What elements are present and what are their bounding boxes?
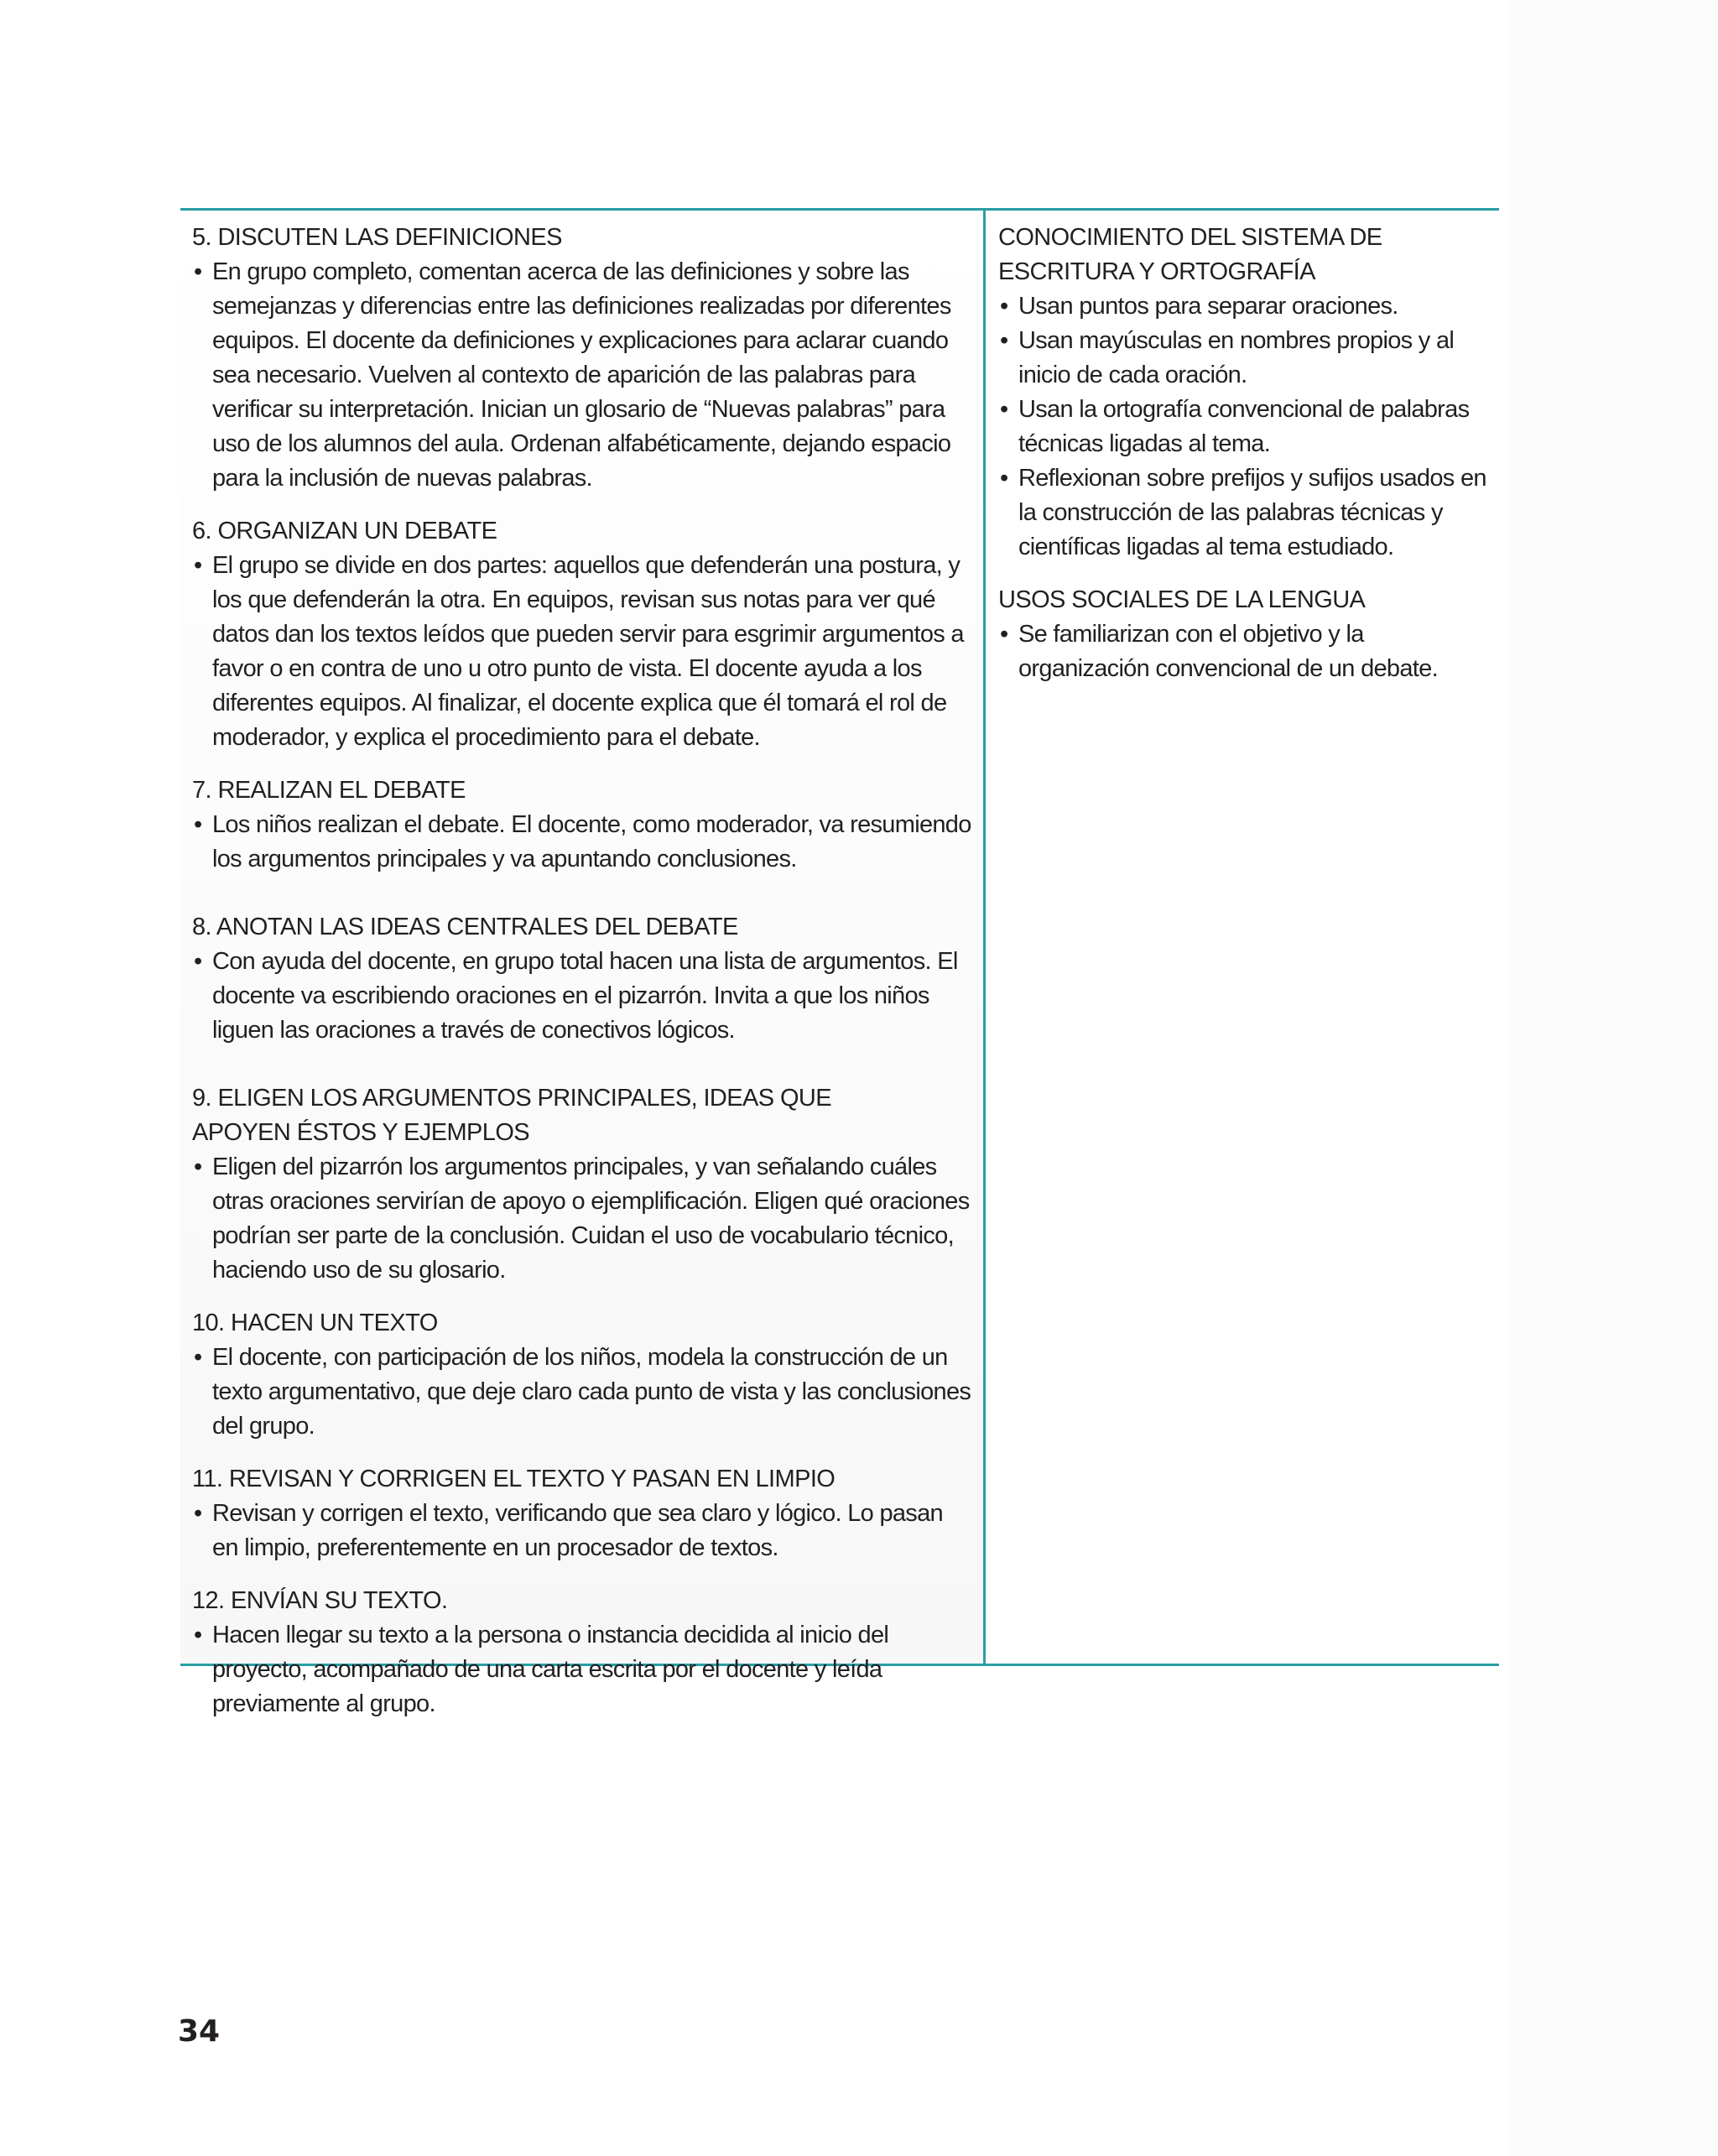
bullet-dot: •: [194, 1344, 202, 1371]
bullet-dot: •: [1000, 621, 1008, 648]
knowledge-bullet: [998, 617, 1492, 686]
activity-text: Hacen llegar su texto a la persona o instancia decidida al inicio del proyecto, acompañado de una carta escrita por el docente y leída previamente al grupo.: [212, 1622, 889, 1717]
bullet-dot: •: [1000, 293, 1008, 320]
activity-title: 11. REVISAN Y CORRIGEN EL TEXTO Y PASAN EN LIMPIO: [192, 1466, 836, 1492]
activity-bullet: [192, 255, 975, 496]
knowledge-title: USOS SOCIALES DE LA LENGUA: [998, 586, 1366, 613]
activity-bullet: [192, 808, 975, 877]
activity-bullet: [192, 1618, 975, 1721]
activity-section: [192, 221, 975, 496]
activity-text: Revisan y corrigen el texto, verificando que sea claro y lógico. Lo pasan en limpio, preferentemente en un procesador de textos.: [212, 1500, 943, 1561]
bullet-dot: •: [194, 552, 202, 579]
activity-bullet: [192, 1150, 975, 1288]
page-number: 34: [178, 2014, 221, 2049]
knowledge-title: CONOCIMIENTO DEL SISTEMA DE ESCRITURA Y ORTOGRAFÍA: [998, 224, 1382, 285]
activity-section: [192, 1306, 975, 1444]
bullet-dot: •: [194, 811, 202, 838]
bullet-dot: •: [194, 258, 202, 285]
bullet-dot: •: [194, 1154, 202, 1180]
knowledge-bullet: [998, 393, 1492, 461]
activity-title: 9. ELIGEN LOS ARGUMENTOS PRINCIPALES, IDEAS QUE APOYEN ÉSTOS Y EJEMPLOS: [192, 1085, 832, 1146]
activity-title: 12. ENVÍAN SU TEXTO.: [192, 1587, 448, 1614]
bullet-dot: •: [194, 1622, 202, 1648]
activity-title: 7. REALIZAN EL DEBATE: [192, 777, 466, 804]
knowledge-text: Usan mayúsculas en nombres propios y al inicio de cada oración.: [1018, 327, 1455, 388]
activity-table: [180, 208, 1499, 1717]
knowledge-bullet: [998, 461, 1492, 565]
activity-section: [192, 773, 975, 877]
activity-text: Eligen del pizarrón los argumentos principales, y van señalando cuáles otras oraciones servirían de apoyo o ejemplificación. Eligen qué oraciones podrían ser parte de la conclusión. Cuidan el uso de vocabulario técnico, haciendo uso de su glosario.: [212, 1154, 970, 1284]
activity-bullet: [192, 1341, 975, 1444]
knowledge-text: Reflexionan sobre prefijos y sufijos usados en la construcción de las palabras técnicas y científicas ligadas al tema estudiado.: [1018, 465, 1486, 560]
activity-bullet: [192, 549, 975, 755]
knowledge-text: Usan la ortografía convencional de palabras técnicas ligadas al tema.: [1018, 396, 1470, 457]
knowledge-text: Usan puntos para separar oraciones.: [1018, 293, 1398, 320]
knowledge-bullet: [998, 289, 1492, 324]
bullet-dot: •: [1000, 327, 1008, 354]
activity-text: El grupo se divide en dos partes: aquellos que defenderán una postura, y los que defenderán la otra. En equipos, revisan sus notas para ver qué datos dan los textos leídos que pueden servir para esgrimir argumentos a favor o en contra de uno u otro punto de vista. El docente ayuda a los diferentes equipos. Al finalizar, el docente explica que él tomará el rol de moderador, y explica el procedimiento para el debate.: [212, 552, 964, 751]
activity-text: El docente, con participación de los niños, modela la construcción de un texto argumentativo, que deje claro cada punto de vista y las conclusiones del grupo.: [212, 1344, 971, 1440]
page-margin-shade: [1508, 0, 1718, 2156]
activity-section: [192, 1584, 975, 1721]
activity-section: [192, 514, 975, 755]
knowledge-column: [986, 211, 1499, 1664]
activity-section: [192, 1081, 975, 1288]
activity-bullet: [192, 945, 975, 1048]
bullet-dot: •: [194, 948, 202, 975]
bullet-dot: •: [1000, 465, 1008, 492]
knowledge-section: [998, 221, 1492, 565]
bullet-dot: •: [194, 1500, 202, 1527]
knowledge-bullet: [998, 324, 1492, 393]
activity-title: 8. ANOTAN LAS IDEAS CENTRALES DEL DEBATE: [192, 914, 738, 940]
activity-section: [192, 1462, 975, 1565]
activity-text: Con ayuda del docente, en grupo total hacen una lista de argumentos. El docente va escribiendo oraciones en el pizarrón. Invita a que los niños liguen las oraciones a través de conectivos lógicos.: [212, 948, 958, 1044]
activity-text: En grupo completo, comentan acerca de las definiciones y sobre las semejanzas y diferencias entre las definiciones realizadas por diferentes equipos. El docente da definiciones y explicaciones para aclarar cuando sea necesario. Vuelven al contexto de aparición de las palabras para verificar su interpretación. Inician un glosario de “Nuevas palabras” para uso de los alumnos del aula. Ordenan alfabéticamente, dejando espacio para la inclusión de nuevas palabras.: [212, 258, 951, 492]
activity-text: Los niños realizan el debate. El docente, como moderador, va resumiendo los argumentos principales y va apuntando conclusiones.: [212, 811, 971, 872]
activities-column: [180, 211, 986, 1717]
activity-title: 5. DISCUTEN LAS DEFINICIONES: [192, 224, 562, 251]
knowledge-text: Se familiarizan con el objetivo y la organización convencional de un debate.: [1018, 621, 1438, 682]
activity-title: 10. HACEN UN TEXTO: [192, 1310, 438, 1336]
activity-bullet: [192, 1497, 975, 1565]
activity-title: 6. ORGANIZAN UN DEBATE: [192, 518, 497, 544]
bullet-dot: •: [1000, 396, 1008, 423]
activity-section: [192, 910, 975, 1048]
knowledge-section: [998, 583, 1492, 686]
